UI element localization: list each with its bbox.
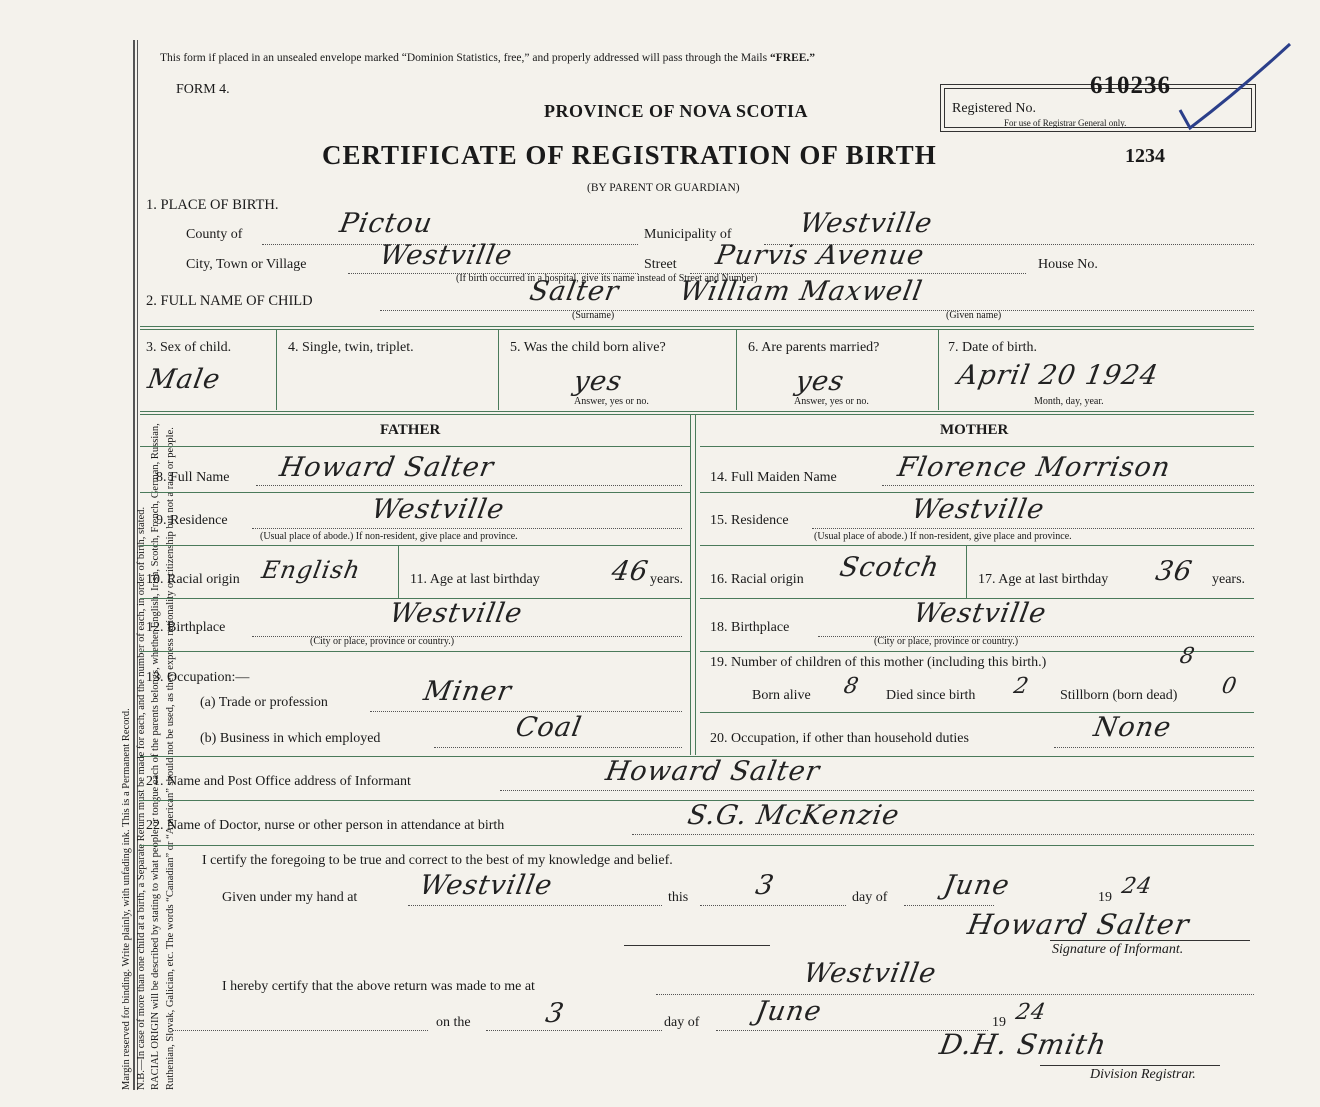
born-alive: 8: [841, 674, 862, 699]
father-abode-caption: (Usual place of abode.) If non-resident, give place and province.: [260, 531, 518, 542]
margin-line-1: Margin reserved for binding. Write plainly, with unfading ink. This is a Permanent Record.: [121, 708, 132, 1090]
registered-label: Registered No.: [952, 101, 1036, 116]
reg-year: 24: [1013, 1000, 1049, 1025]
dots: [434, 747, 682, 748]
given-caption: (Given name): [946, 310, 1002, 321]
rule: [140, 446, 690, 447]
rule: [140, 845, 1254, 846]
married-value: yes: [793, 366, 847, 397]
mother-occupation: None: [1091, 712, 1174, 743]
day-of-label: day of: [852, 890, 888, 905]
dots: [812, 528, 1254, 529]
rule: [398, 546, 399, 598]
house-label: House No.: [1038, 257, 1098, 272]
alive-caption: Answer, yes or no.: [574, 396, 649, 407]
child-surname: Salter: [527, 276, 622, 307]
mother-birthplace-caption: (City or place, province or country.): [874, 636, 1019, 647]
page-title: CERTIFICATE OF REGISTRATION OF BIRTH: [322, 140, 937, 170]
child-given-names: William Maxwell: [677, 276, 926, 307]
this-label: this: [668, 890, 689, 905]
dots: [656, 994, 1254, 995]
rule: [700, 651, 1254, 652]
father-racial-label: 10. Racial origin: [146, 572, 240, 587]
father-birthplace: Westville: [387, 598, 526, 629]
alive-value: yes: [571, 366, 625, 397]
dots: [256, 485, 682, 486]
municipality-label: Municipality of: [644, 227, 732, 242]
mother-children: 8: [1177, 644, 1198, 669]
margin-line-2: N.B.—In case of more than one child at a birth, a Separate Return must be made for each, and the number of each, in order of birth, stated.: [135, 506, 147, 1090]
checkmark-icon: [1170, 40, 1300, 135]
dots: [1054, 747, 1254, 748]
mother-birthplace: Westville: [911, 598, 1050, 629]
mail-notice: [160, 52, 815, 64]
mother-abode-caption: (Usual place of abode.) If non-resident, give place and province.: [814, 531, 1072, 542]
year-prefix: 19: [1098, 890, 1112, 905]
rule: [140, 326, 1254, 327]
reg-year-prefix: 19: [992, 1015, 1006, 1030]
column-divider: [695, 415, 696, 755]
rule: [140, 545, 690, 546]
mother-heading: MOTHER: [940, 422, 1009, 438]
father-racial: English: [259, 556, 363, 584]
father-occupation-label: 13. Occupation:—: [146, 670, 250, 685]
reg-day-of-label: day of: [664, 1015, 700, 1030]
rule: [140, 329, 1254, 330]
hospital-note: (If birth occurred in a hospital, give its name instead of Street and Number): [456, 273, 758, 284]
rule: [700, 492, 1254, 493]
form-number: FORM 4.: [176, 82, 230, 97]
place-of-birth-heading: 1. PLACE OF BIRTH.: [146, 197, 279, 213]
married-label: 6. Are parents married?: [748, 340, 880, 355]
dob-caption: Month, day, year.: [1034, 396, 1104, 407]
page-subtitle: (BY PARENT OR GUARDIAN): [587, 182, 740, 194]
stillborn-label: Stillborn (born dead): [1060, 688, 1178, 703]
column-divider: [690, 415, 691, 755]
rule: [700, 446, 1254, 447]
father-trade: Miner: [421, 676, 515, 707]
rule: [140, 651, 690, 652]
given-label: Given under my hand at: [222, 890, 358, 905]
mother-age-label: 17. Age at last birthday: [978, 572, 1109, 587]
cert-day: 3: [753, 870, 777, 901]
registered-number: 610236: [1090, 72, 1171, 99]
registrar-place: Westville: [801, 958, 940, 989]
stamp-number: 1234: [1125, 145, 1165, 167]
reg-day: 3: [543, 998, 567, 1029]
cert-year: 24: [1119, 874, 1155, 899]
father-name: Howard Salter: [277, 452, 497, 483]
sex-label: 3. Sex of child.: [146, 340, 232, 355]
dots: [486, 1030, 662, 1031]
father-business-label: (b) Business in which employed: [200, 731, 381, 746]
father-age: 46: [609, 556, 652, 587]
married-caption: Answer, yes or no.: [794, 396, 869, 407]
mother-name: Florence Morrison: [895, 452, 1174, 483]
mother-age: 36: [1153, 556, 1196, 587]
registrar-statement: I hereby certify that the above return was made to me at: [222, 979, 535, 994]
reg-month: June: [753, 996, 825, 1027]
father-residence-label: 9. Residence: [156, 513, 228, 528]
dots: [904, 905, 994, 906]
mother-residence-label: 15. Residence: [710, 513, 789, 528]
street-label: Street: [644, 257, 677, 272]
surname-caption: (Surname): [572, 310, 615, 321]
father-years: years.: [650, 572, 684, 587]
informant-name: Howard Salter: [603, 756, 823, 787]
informant-caption: Signature of Informant.: [1052, 942, 1184, 957]
dob-value: April 20 1924: [955, 360, 1161, 391]
rule: [966, 546, 967, 598]
mail-notice-text: This form if placed in an unsealed envelope marked “Dominion Statistics, free,” and properly addressed will pass through the Mails: [160, 52, 768, 64]
rule: [700, 545, 1254, 546]
dots: [500, 790, 1254, 791]
margin-line-3: RACIAL ORIGIN will be described by stating to what people or tongue each of the parents belongs, whether English, Irish, Scotch, French, German, Russian,: [150, 423, 161, 1090]
child-name-label: 2. FULL NAME OF CHILD: [146, 293, 313, 309]
informant-signature: Howard Salter: [965, 908, 1193, 941]
dob-label: 7. Date of birth.: [948, 340, 1038, 355]
registrar-caption: Division Registrar.: [1090, 1067, 1196, 1082]
father-name-label: 8. Full Name: [156, 470, 230, 485]
father-birthplace-label: 12. Birthplace: [146, 620, 226, 635]
born-alive-label: Born alive: [752, 688, 811, 703]
dots: [252, 528, 682, 529]
certification-statement: I certify the foregoing to be true and correct to the best of my knowledge and belief.: [202, 853, 673, 868]
registrar-note: For use of Registrar General only.: [1004, 118, 1127, 128]
municipality-value: Westville: [797, 208, 936, 239]
rule: [938, 330, 939, 410]
given-place: Westville: [417, 870, 556, 901]
on-the-label: on the: [436, 1015, 471, 1030]
alive-label: 5. Was the child born alive?: [510, 340, 666, 355]
rule: [736, 330, 737, 410]
rule: [276, 330, 277, 410]
margin-line-4: Ruthenian, Slovak, Galician, etc. The words “Canadian” or “American” should not be used, as they express nationality or citizenship but not a race or people.: [164, 427, 176, 1090]
mother-racial: Scotch: [837, 552, 942, 583]
county-label: County of: [186, 227, 243, 242]
mother-name-label: 14. Full Maiden Name: [710, 470, 837, 485]
mother-children-label: 19. Number of children of this mother (including this birth.): [710, 655, 1047, 670]
rule: [140, 492, 690, 493]
father-trade-label: (a) Trade or profession: [200, 695, 328, 710]
father-age-label: 11. Age at last birthday: [410, 572, 540, 587]
rule: [1040, 1065, 1220, 1066]
stillborn: 0: [1219, 674, 1240, 699]
mother-birthplace-label: 18. Birthplace: [710, 620, 790, 635]
father-residence: Westville: [369, 494, 508, 525]
dots: [632, 834, 1254, 835]
rule: [624, 945, 770, 946]
dots: [408, 905, 662, 906]
father-business: Coal: [513, 712, 585, 743]
rule: [140, 411, 1254, 412]
mother-years: years.: [1212, 572, 1246, 587]
rule: [1050, 940, 1250, 941]
mother-occupation-label: 20. Occupation, if other than household duties: [710, 731, 969, 746]
city-label: City, Town or Village: [186, 257, 307, 272]
died-since-birth: 2: [1011, 674, 1032, 699]
mother-residence: Westville: [909, 494, 1048, 525]
child-name-dots: [380, 310, 1254, 311]
rule: [140, 414, 1254, 415]
mail-notice-free: “FREE.”: [769, 52, 816, 64]
dots: [172, 1030, 428, 1031]
dots: [882, 485, 1254, 486]
informant-label: 21. Name and Post Office address of Informant: [146, 774, 411, 789]
doctor-label: 22. Name of Doctor, nurse or other person in attendance at birth: [146, 818, 505, 833]
street-value: Purvis Avenue: [713, 240, 927, 271]
province-heading: PROVINCE OF NOVA SCOTIA: [544, 101, 809, 121]
mother-racial-label: 16. Racial origin: [710, 572, 804, 587]
registrar-signature: D.H. Smith: [937, 1028, 1110, 1061]
plurality-label: 4. Single, twin, triplet.: [288, 340, 414, 355]
sex-value: Male: [145, 364, 224, 395]
father-heading: FATHER: [380, 422, 441, 438]
father-birthplace-caption: (City or place, province or country.): [310, 636, 455, 647]
rule: [498, 330, 499, 410]
cert-month: June: [941, 870, 1013, 901]
doctor-name: S.G. McKenzie: [685, 800, 903, 831]
died-label: Died since birth: [886, 688, 976, 703]
city-value: Westville: [377, 240, 516, 271]
county-value: Pictou: [337, 208, 436, 239]
dots: [700, 905, 846, 906]
